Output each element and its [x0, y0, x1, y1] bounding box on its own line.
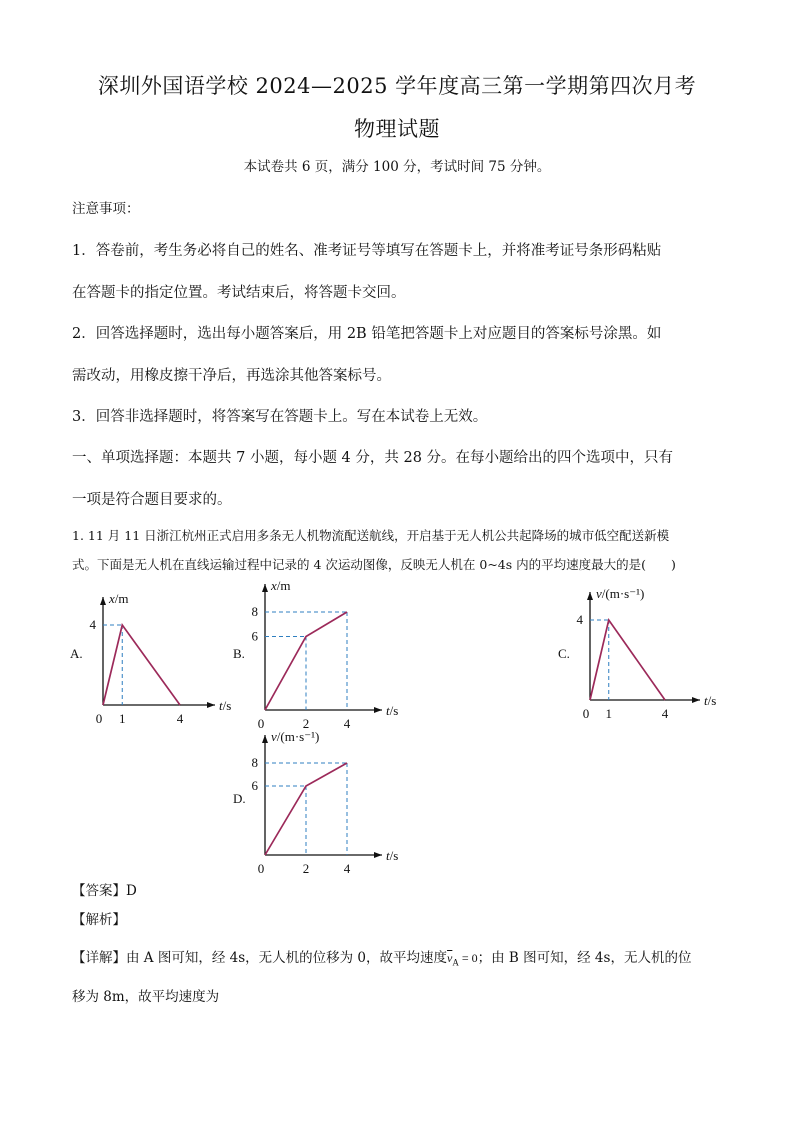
y-axis-arrow: [262, 735, 268, 743]
detail-part-2: ；由 B 图可知，经 4s，无人机的位: [477, 950, 692, 966]
y-axis-label: [271, 729, 319, 744]
notice-item-2-line-1: 2．回答选择题时，选出每小题答案后，用 2B 铅笔把答题卡上对应题目的答案标号涂黑。如: [72, 326, 662, 342]
y-tick-label: 8: [251, 755, 258, 770]
x-axis-arrow: [374, 852, 382, 858]
question-1-line-1: 1. 11 月 11 日浙江杭州正式启用多条无人机物流配送航线，开启基于无人机公共起降场的城市低空配送新模: [72, 528, 670, 543]
y-axis-unit: /m: [276, 578, 291, 593]
detail-line-1: [72, 946, 691, 967]
y-axis-var: x: [271, 578, 277, 593]
x-axis-label: [386, 848, 398, 863]
y-axis-unit: /(m·s⁻¹): [276, 729, 320, 744]
answer-label: 【答案】D: [72, 883, 137, 899]
x-tick-label: 2: [302, 716, 310, 731]
option-b-chart: [222, 575, 425, 731]
x-tick-label: 2: [302, 861, 310, 876]
y-axis-label: [108, 591, 129, 606]
exam-title: 深圳外国语学校 2024—2025 学年度高三第一学期第四次月考: [97, 74, 697, 98]
data-series-line: [590, 620, 665, 700]
question-1-line-2: 式。下面是无人机在直线运输过程中记录的 4 次运动图像，反映无人机在 0~4s 内的平均速度最大的是( ): [72, 557, 676, 572]
detail-part-1: 【详解】由 A 图可知，经 4s，无人机的位移为 0，故平均速度: [72, 950, 448, 966]
option-label: D.: [233, 791, 246, 806]
x-tick-label: 4: [343, 861, 351, 876]
data-series-line: [103, 625, 180, 705]
option-label: A.: [70, 646, 83, 661]
x-tick-label: 1: [119, 711, 126, 726]
x-axis-var: t: [704, 693, 708, 708]
vbar-equals: = 0: [458, 951, 478, 965]
x-tick-label: 4: [176, 711, 184, 726]
x-tick-label: 1: [605, 706, 612, 721]
x-tick-label: 0: [257, 716, 265, 731]
option-c-chart: [550, 585, 750, 720]
y-axis-arrow: [100, 597, 106, 605]
x-tick-label: 0: [95, 711, 103, 726]
y-axis-arrow: [262, 584, 268, 592]
x-axis-arrow: [692, 697, 700, 703]
y-axis-unit: /(m·s⁻¹): [601, 586, 645, 601]
x-axis-unit: /s: [707, 693, 717, 708]
notice-item-1-line-2: 在答题卡的指定位置。考试结束后，将答题卡交回。: [72, 285, 406, 301]
x-axis-unit: /s: [389, 848, 399, 863]
detail-line-2: 移为 8m，故平均速度为: [72, 989, 220, 1005]
exam-subject: 物理试题: [354, 117, 440, 141]
x-axis-unit: /s: [222, 698, 232, 713]
notice-heading: 注意事项：: [72, 201, 140, 217]
x-tick-label: 4: [661, 706, 669, 721]
x-axis-arrow: [207, 702, 215, 708]
y-axis-var: v: [596, 586, 602, 601]
notice-item-3: 3．回答非选择题时，将答案写在答题卡上。写在本试卷上无效。: [72, 409, 488, 425]
analysis-label: 【解析】: [72, 912, 126, 928]
y-tick-label: 8: [251, 604, 258, 619]
x-tick-label: 4: [343, 716, 351, 731]
y-axis-var: x: [109, 591, 115, 606]
y-tick-label: 6: [251, 778, 258, 793]
x-axis-var: t: [219, 698, 223, 713]
y-axis-label: [270, 578, 291, 593]
y-axis-var: v: [271, 729, 277, 744]
x-axis-label: [386, 703, 398, 718]
section-1-line-1: 一、单项选择题：本题共 7 小题，每小题 4 分，共 28 分。在每小题给出的四个选项中，只有: [72, 450, 674, 466]
notice-item-2-line-2: 需改动，用橡皮擦干净后，再选涂其他答案标号。: [72, 368, 391, 384]
y-tick-label: 4: [576, 612, 583, 627]
x-axis-var: t: [386, 848, 390, 863]
x-tick-label: 0: [582, 706, 590, 721]
vbar-symbol: $\overline{v}$: [447, 951, 453, 965]
x-tick-label: 0: [257, 861, 265, 876]
average-velocity-formula: [447, 951, 478, 968]
x-axis-arrow: [374, 707, 382, 713]
y-tick-label: 6: [251, 628, 258, 644]
section-1-line-2: 一项是符合题目要求的。: [72, 492, 232, 508]
x-axis-var: t: [386, 703, 390, 718]
x-axis-unit: /s: [389, 703, 399, 718]
y-axis-arrow: [587, 592, 593, 600]
exam-info: 本试卷共 6 页，满分 100 分，考试时间 75 分钟。: [243, 159, 551, 175]
x-axis-label: [704, 693, 716, 708]
vbar-subscript: A: [452, 957, 459, 968]
option-d-chart: [225, 725, 425, 875]
option-label: C.: [558, 646, 570, 661]
y-axis-unit: /m: [114, 591, 129, 606]
notice-item-1-line-1: 1．答卷前，考生务必将自己的姓名、准考证号等填写在答题卡上，并将准考证号条形码粘贴: [72, 243, 662, 259]
option-label: B.: [233, 646, 245, 661]
y-tick-label: 4: [89, 617, 96, 632]
y-axis-label: [596, 586, 644, 601]
